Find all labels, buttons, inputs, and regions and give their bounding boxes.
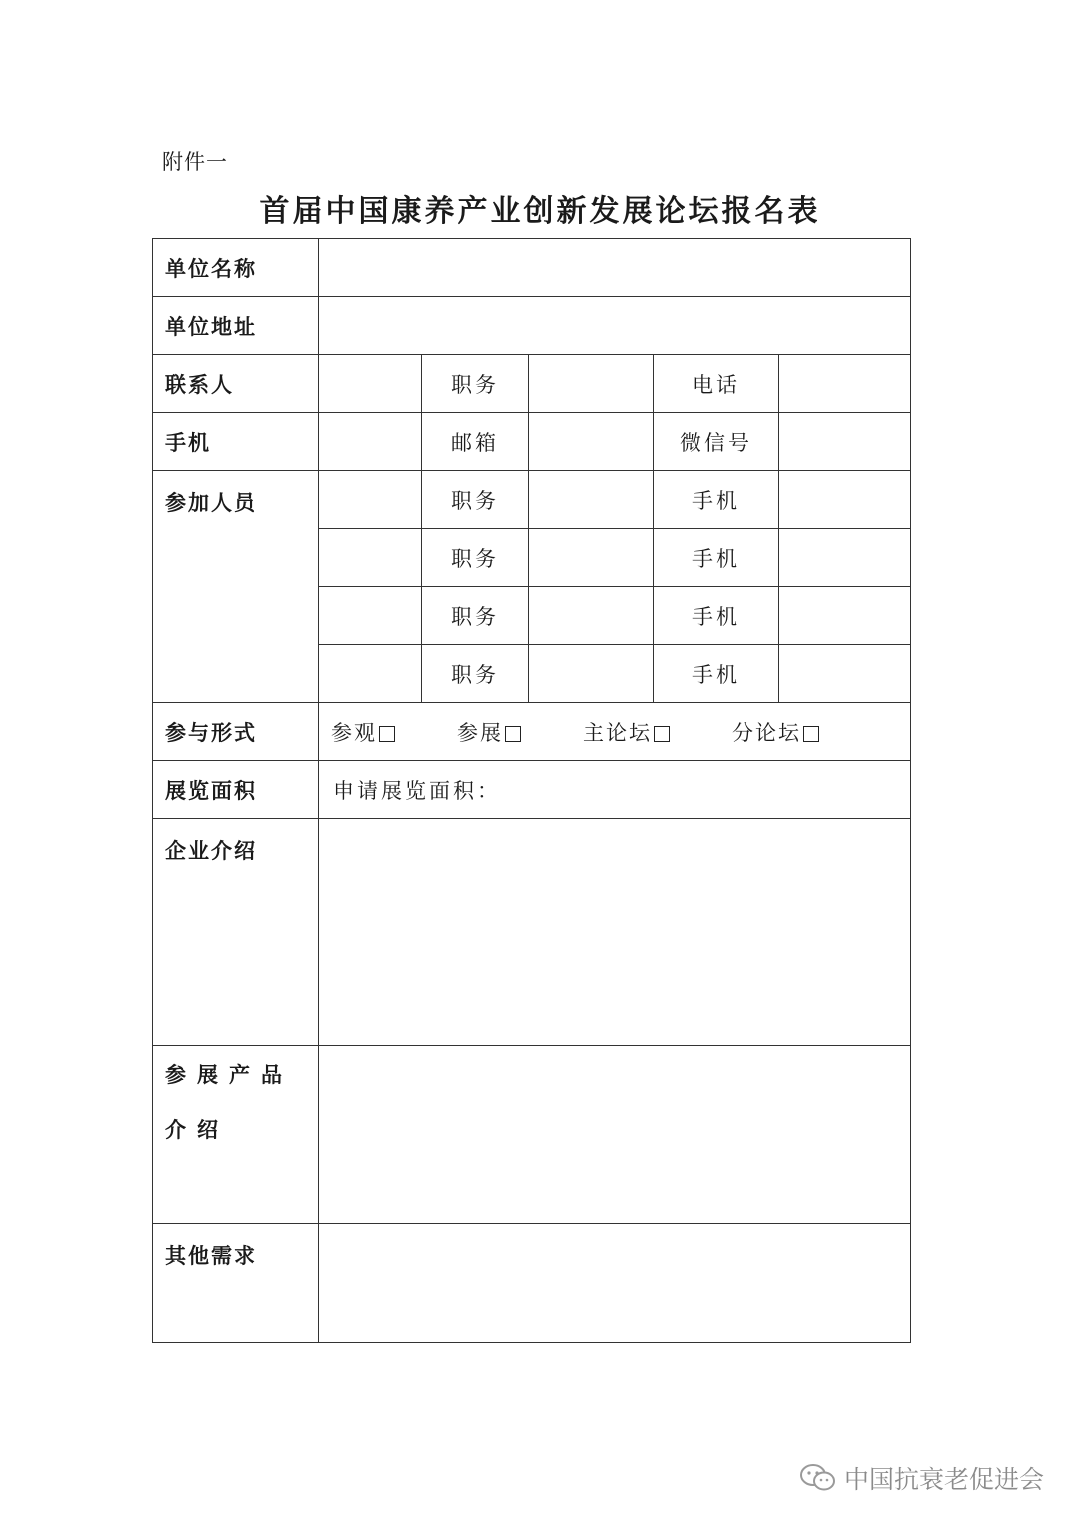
option-exhibit-checkbox[interactable]: [505, 726, 521, 742]
option-main-forum-checkbox[interactable]: [654, 726, 670, 742]
option-exhibit-label: 参展: [457, 720, 503, 745]
watermark-text: 中国抗衰老促进会: [843, 1465, 1044, 1494]
participant-mobile-field[interactable]: [779, 471, 911, 529]
participant-position-field[interactable]: [529, 645, 654, 703]
option-sub-forum-label: 分论坛: [732, 720, 801, 745]
participant-mobile-label: 手机: [654, 645, 779, 703]
other-needs-label: 其他需求: [153, 1224, 319, 1343]
participant-position-label: 职务: [422, 471, 529, 529]
option-visit-label: 参观: [331, 720, 377, 745]
row-contact: [153, 355, 911, 413]
participant-position-field[interactable]: [529, 471, 654, 529]
product-intro-field[interactable]: [319, 1046, 911, 1224]
participant-mobile-label: 手机: [654, 587, 779, 645]
contact-person-label: 联系人: [153, 355, 319, 413]
participant-name-field[interactable]: [319, 645, 422, 703]
email-label: 邮箱: [422, 413, 529, 471]
unit-address-label: 单位地址: [153, 297, 319, 355]
unit-name-field[interactable]: [319, 239, 911, 297]
participation-form-label: 参与形式: [153, 703, 319, 761]
contact-position-label: 职务: [422, 355, 529, 413]
participant-position-field[interactable]: [529, 587, 654, 645]
company-intro-field[interactable]: [319, 819, 911, 1046]
option-main-forum[interactable]: [583, 717, 670, 747]
participant-mobile-field[interactable]: [779, 645, 911, 703]
option-visit[interactable]: [331, 717, 395, 747]
row-participation-form: [153, 703, 911, 761]
participant-position-label: 职务: [422, 529, 529, 587]
contact-position-field[interactable]: [529, 355, 654, 413]
participant-name-field[interactable]: [319, 529, 422, 587]
mobile-label: 手机: [153, 413, 319, 471]
email-field[interactable]: [529, 413, 654, 471]
watermark: [798, 1460, 1044, 1496]
row-unit-address: [153, 297, 911, 355]
row-mobile: [153, 413, 911, 471]
form-title: 首届中国康养产业创新发展论坛报名表: [259, 194, 821, 229]
unit-name-label: 单位名称: [153, 239, 319, 297]
product-intro-label: 参展产品介绍: [153, 1046, 319, 1224]
wechat-label: 微信号: [654, 413, 779, 471]
phone-label: 电话: [654, 355, 779, 413]
participant-mobile-label: 手机: [654, 471, 779, 529]
participant-position-label: 职务: [422, 645, 529, 703]
option-main-forum-label: 主论坛: [583, 720, 652, 745]
participants-label: 参加人员: [153, 471, 319, 703]
other-needs-field[interactable]: [319, 1224, 911, 1343]
row-unit-name: [153, 239, 911, 297]
option-visit-checkbox[interactable]: [379, 726, 395, 742]
participant-name-field[interactable]: [319, 471, 422, 529]
wechat-field[interactable]: [779, 413, 911, 471]
exhibition-area-label: 展览面积: [153, 761, 319, 819]
row-company-intro: [153, 819, 911, 1046]
participant-name-field[interactable]: [319, 587, 422, 645]
option-sub-forum[interactable]: [732, 717, 819, 747]
participation-options: [319, 703, 911, 761]
participant-position-label: 职务: [422, 587, 529, 645]
unit-address-field[interactable]: [319, 297, 911, 355]
exhibition-area-field[interactable]: 申请展览面积：: [319, 761, 911, 819]
phone-field[interactable]: [779, 355, 911, 413]
participant-mobile-label: 手机: [654, 529, 779, 587]
participant-mobile-field[interactable]: [779, 529, 911, 587]
contact-person-field[interactable]: [319, 355, 422, 413]
row-exhibition-area: [153, 761, 911, 819]
wechat-icon: [798, 1462, 838, 1494]
registration-form-table: [152, 238, 911, 1343]
mobile-field[interactable]: [319, 413, 422, 471]
company-intro-label: 企业介绍: [153, 819, 319, 1046]
option-sub-forum-checkbox[interactable]: [803, 726, 819, 742]
row-product-intro: [153, 1046, 911, 1224]
participant-mobile-field[interactable]: [779, 587, 911, 645]
participant-row: [153, 471, 911, 529]
row-other-needs: [153, 1224, 911, 1343]
option-exhibit[interactable]: [457, 717, 521, 747]
participant-position-field[interactable]: [529, 529, 654, 587]
attachment-label: 附件一: [162, 150, 228, 174]
